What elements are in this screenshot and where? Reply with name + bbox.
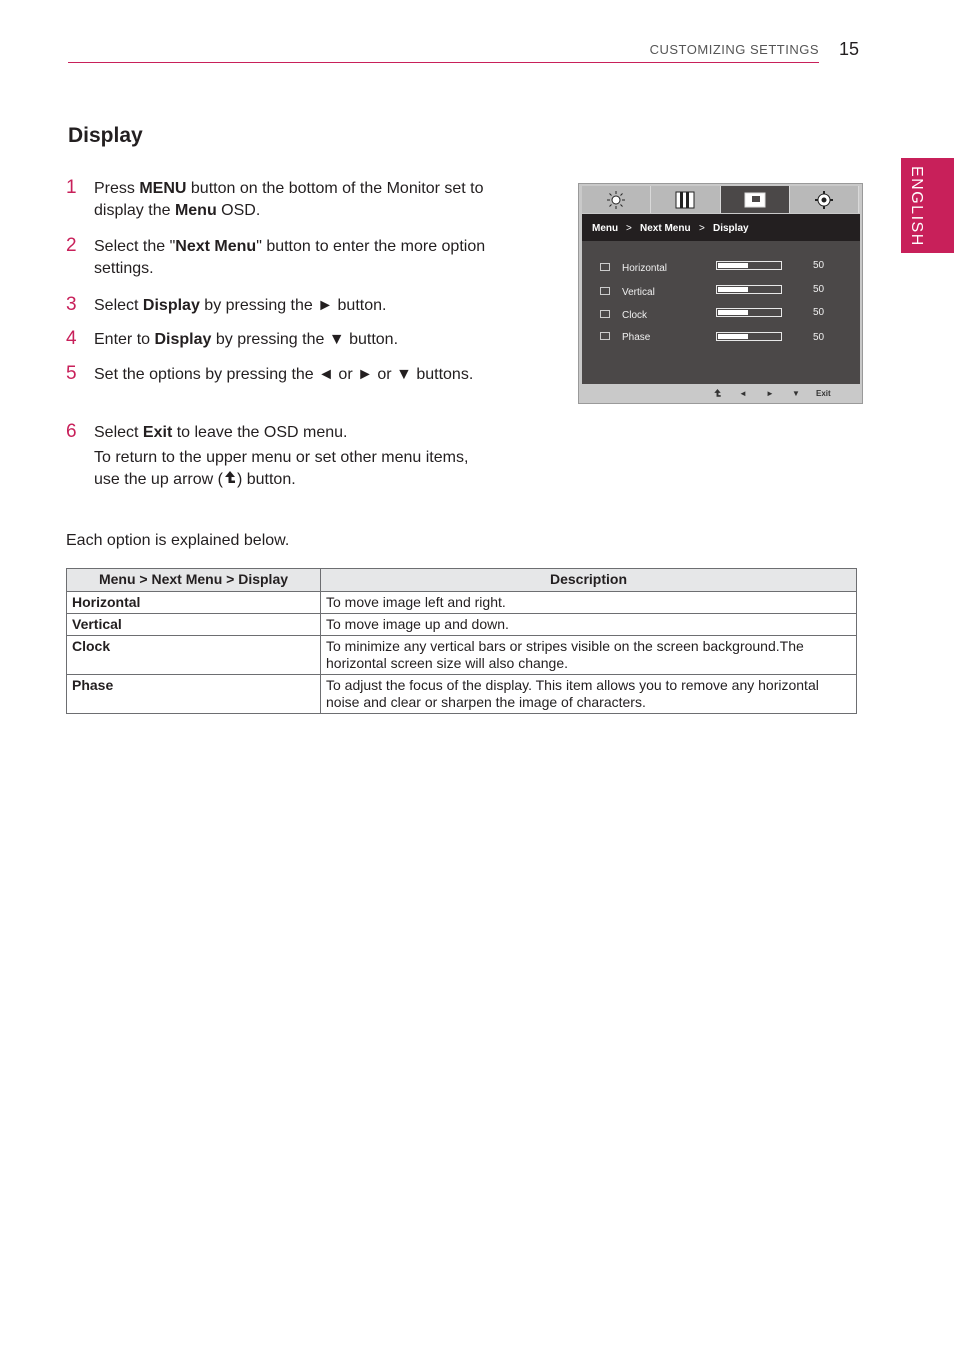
slider-fill bbox=[718, 334, 748, 339]
page-number: 15 bbox=[839, 39, 860, 59]
step-6 bbox=[66, 422, 496, 492]
osd-row-label: Vertical bbox=[622, 287, 655, 298]
osd-row-value: 50 bbox=[813, 284, 825, 295]
step-emphasis: Next Menu bbox=[175, 238, 257, 255]
language-tab-label: ENGLISH bbox=[908, 166, 925, 247]
option-name: Phase bbox=[67, 675, 321, 714]
table-header: Menu > Next Menu > Display bbox=[67, 569, 321, 592]
osd-tab-color bbox=[651, 186, 720, 213]
step-number: 3 bbox=[66, 294, 77, 315]
osd-row-value: 50 bbox=[813, 260, 825, 271]
phase-icon bbox=[600, 332, 610, 340]
color-bars-icon bbox=[675, 191, 695, 209]
down-button: ▼ bbox=[792, 389, 800, 398]
intro-text: Each option is explained below. bbox=[66, 532, 290, 549]
osd-screenshot bbox=[578, 183, 863, 404]
breadcrumb-item: Next Menu bbox=[640, 223, 691, 234]
vertical-icon bbox=[600, 287, 610, 295]
osd-tab-bar bbox=[582, 186, 859, 213]
step-run: by pressing the ▼ button. bbox=[211, 331, 399, 348]
step-run: Enter to bbox=[94, 331, 155, 348]
osd-tab-setup bbox=[790, 186, 859, 213]
up-arrow-icon bbox=[713, 388, 722, 399]
osd-breadcrumb bbox=[582, 214, 860, 241]
step-text bbox=[94, 295, 494, 317]
slider-fill bbox=[718, 263, 748, 268]
up-arrow-icon bbox=[223, 470, 237, 486]
table-row bbox=[67, 614, 857, 636]
step-run: button on the bottom of the Monitor set to display the bbox=[94, 180, 484, 219]
step-emphasis: MENU bbox=[139, 180, 187, 197]
osd-row-vertical bbox=[582, 284, 860, 302]
slider-fill bbox=[718, 310, 748, 315]
step-run: Select bbox=[94, 297, 143, 314]
option-name: Clock bbox=[67, 636, 321, 675]
phase-slider bbox=[716, 332, 782, 341]
option-name: Horizontal bbox=[67, 592, 321, 614]
table-header: Description bbox=[321, 569, 857, 592]
step-text bbox=[94, 236, 494, 280]
horizontal-slider bbox=[716, 261, 782, 270]
step-text bbox=[94, 364, 494, 386]
osd-footer bbox=[582, 386, 860, 402]
header-divider bbox=[68, 62, 819, 63]
breadcrumb-separator: > bbox=[626, 223, 632, 234]
exit-button: Exit bbox=[816, 389, 831, 398]
step-emphasis: Display bbox=[154, 331, 212, 348]
step-number: 5 bbox=[66, 363, 77, 384]
step-run: Press bbox=[94, 180, 140, 197]
osd-settings-panel bbox=[582, 241, 860, 384]
table-row bbox=[67, 636, 857, 675]
gear-icon bbox=[814, 190, 834, 210]
step-number: 1 bbox=[66, 177, 77, 198]
running-header-section: CUSTOMIZING SETTINGS bbox=[649, 42, 819, 57]
table-row bbox=[67, 675, 857, 714]
step-run: by pressing the ► button. bbox=[199, 297, 387, 314]
clock-slider bbox=[716, 308, 782, 317]
options-table bbox=[66, 568, 857, 714]
step-4 bbox=[66, 329, 496, 351]
language-tab bbox=[901, 158, 954, 253]
clock-icon bbox=[600, 310, 610, 318]
osd-row-value: 50 bbox=[813, 332, 825, 343]
osd-row-label: Phase bbox=[622, 332, 651, 343]
osd-row-value: 50 bbox=[813, 307, 825, 318]
osd-row-label: Clock bbox=[622, 310, 648, 321]
osd-tab-picture bbox=[582, 186, 651, 213]
step-emphasis: Display bbox=[142, 297, 200, 314]
step-3 bbox=[66, 295, 496, 317]
step-number: 2 bbox=[66, 235, 77, 256]
step-run: Set the options by pressing the ◄ or ► or ▼ buttons. bbox=[94, 366, 474, 383]
breadcrumb-item: Display bbox=[713, 223, 749, 234]
step-run: Select the " bbox=[94, 238, 176, 255]
slider-fill bbox=[718, 287, 748, 292]
breadcrumb-item: Menu bbox=[592, 223, 619, 234]
osd-tab-display bbox=[721, 186, 790, 213]
vertical-slider bbox=[716, 285, 782, 294]
step-run: " button to enter the more option settings. bbox=[94, 238, 486, 277]
osd-row-phase bbox=[582, 329, 860, 347]
option-name: Vertical bbox=[67, 614, 321, 636]
note-text-after: ) button. bbox=[236, 471, 296, 488]
step-number: 4 bbox=[66, 328, 77, 349]
horizontal-icon bbox=[600, 263, 610, 271]
step-5 bbox=[66, 364, 496, 408]
step-2 bbox=[66, 236, 496, 280]
step-text bbox=[94, 329, 494, 351]
display-icon bbox=[744, 192, 766, 208]
step-number: 6 bbox=[66, 421, 77, 442]
right-button: ► bbox=[766, 389, 774, 398]
step-6-note bbox=[94, 447, 494, 491]
step-text bbox=[94, 422, 494, 444]
step-run: Select bbox=[94, 424, 143, 441]
brightness-icon bbox=[606, 190, 626, 210]
step-emphasis: Menu bbox=[174, 202, 217, 219]
osd-row-horizontal bbox=[582, 260, 860, 278]
page-title: Display bbox=[68, 124, 143, 147]
option-description: To minimize any vertical bars or stripes visible on the screen background.The horizontal screen size will also change. bbox=[321, 636, 857, 675]
step-run: OSD. bbox=[216, 202, 261, 219]
osd-row-label: Horizontal bbox=[622, 263, 668, 274]
option-description: To move image left and right. bbox=[321, 592, 857, 614]
step-text bbox=[94, 178, 494, 222]
note-text-before: To return to the upper menu or set other menu items, use the up arrow ( bbox=[94, 449, 469, 488]
left-button: ◄ bbox=[739, 389, 747, 398]
table-header-row bbox=[67, 569, 857, 592]
option-description: To move image up and down. bbox=[321, 614, 857, 636]
option-description: To adjust the focus of the display. This item allows you to remove any horizontal noise and clear or sharpen the image of characters. bbox=[321, 675, 857, 714]
osd-row-clock bbox=[582, 307, 860, 325]
step-1 bbox=[66, 178, 496, 222]
step-emphasis: Exit bbox=[142, 424, 173, 441]
breadcrumb-separator: > bbox=[699, 223, 705, 234]
table-row bbox=[67, 592, 857, 614]
step-run: to leave the OSD menu. bbox=[172, 424, 348, 441]
